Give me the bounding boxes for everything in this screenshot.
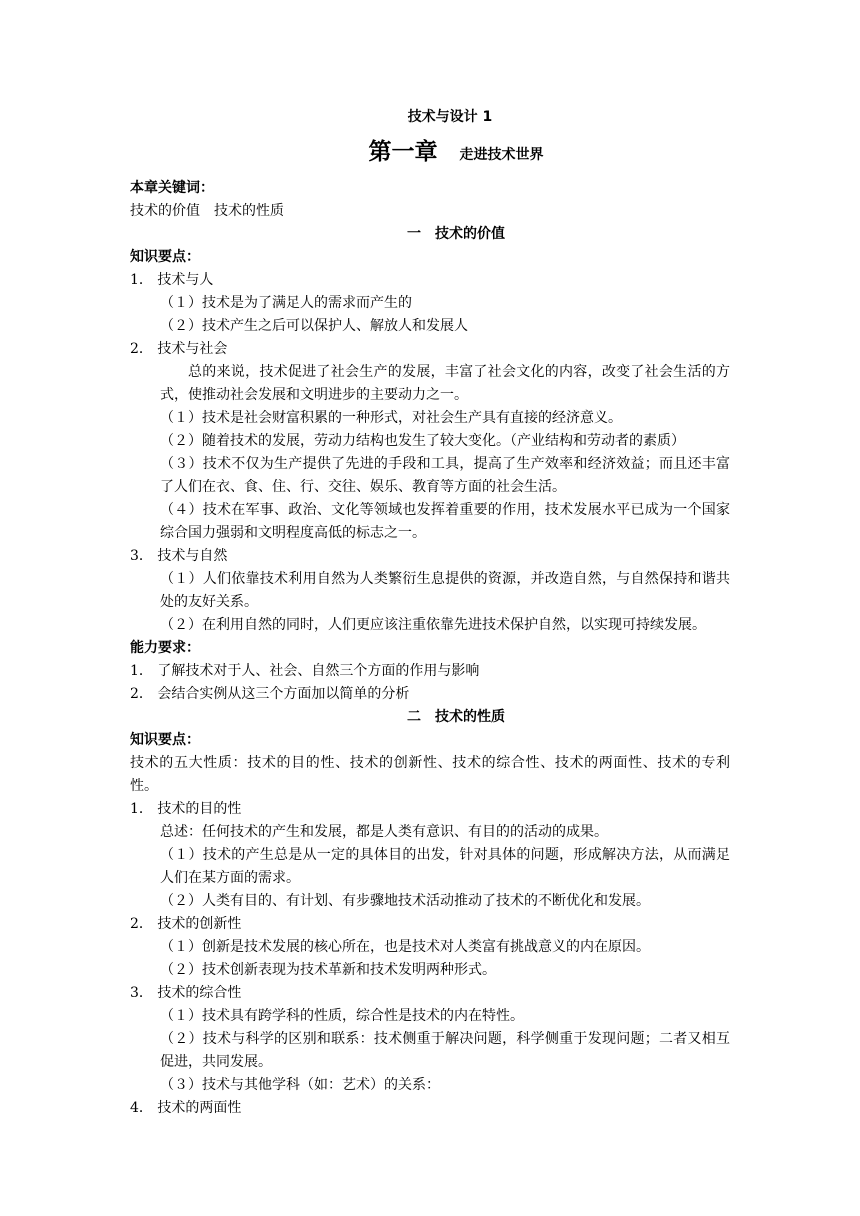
- section-title-nature: 二 技术的性质: [407, 709, 505, 725]
- list-item-numbered: 3． 技术的综合性: [130, 985, 242, 1001]
- list-item: （２）技术产生之后可以保护人、解放人和发展人: [160, 318, 468, 334]
- ability-item: 1． 了解技术对于人、社会、自然三个方面的作用与影响: [130, 663, 480, 679]
- list-item-numbered: 1． 技术与人: [130, 272, 214, 288]
- list-item-numbered: 3． 技术与自然: [130, 548, 228, 564]
- list-item-numbered: 2． 技术的创新性: [130, 916, 242, 932]
- document-content: [130, 106, 730, 1120]
- chapter-heading: [182, 136, 730, 171]
- list-item: （１）技术是社会财富积累的一种形式，对社会生产具有直接的经济意义。: [160, 410, 622, 426]
- list-item: （３）技术不仅为生产提供了先进的手段和工具，提高了生产效率和经济效益；而且还丰富了人们在衣、食、住、行、交往、娱乐、教育等方面的社会生活。: [160, 456, 730, 495]
- keywords-heading: 本章关键词：: [130, 180, 214, 196]
- intro-paragraph: 技术的五大性质：技术的目的性、技术的创新性、技术的综合性、技术的两面性、技术的专利性。: [130, 755, 730, 794]
- list-item: （１）技术的产生总是从一定的具体目的出发，针对具体的问题，形成解决方法，从而满足人们在某方面的需求。: [160, 847, 730, 886]
- list-item: （２）人类有目的、有计划、有步骤地技术活动推动了技术的不断优化和发展。: [160, 893, 650, 909]
- list-item-numbered: 4． 技术的两面性: [130, 1100, 242, 1116]
- list-item: （２）技术创新表现为技术革新和技术发明两种形式。: [160, 962, 496, 978]
- chapter-number: 第一章: [368, 139, 438, 165]
- keywords-text: 技术的价值 技术的性质: [130, 203, 284, 219]
- list-item-numbered: 1． 技术的目的性: [130, 801, 242, 817]
- ability-heading: 能力要求：: [130, 640, 200, 656]
- list-item: （１）技术具有跨学科的性质，综合性是技术的内在特性。: [160, 1008, 524, 1024]
- list-item-numbered: 2． 技术与社会: [130, 341, 228, 357]
- list-item: （３）技术与其他学科（如：艺术）的关系：: [160, 1077, 440, 1093]
- list-item: （４）技术在军事、政治、文化等领域也发挥着重要的作用，技术发展水平已成为一个国家综合国力强弱和文明程度高低的标志之一。: [160, 502, 730, 541]
- chapter-name: 走进技术世界: [459, 147, 544, 163]
- list-item: （２）技术与科学的区别和联系：技术侧重于解决问题，科学侧重于发现问题；二者又相互促进，共同发展。: [160, 1031, 730, 1070]
- ability-item: 2． 会结合实例从这三个方面加以简单的分析: [130, 686, 410, 702]
- paragraph: 总的来说，技术促进了社会生产的发展，丰富了社会文化的内容，改变了社会生活的方式，使推动社会发展和文明进步的主要动力之一。: [160, 364, 730, 403]
- list-item: （１）人们依靠技术利用自然为人类繁衍生息提供的资源，并改造自然，与自然保持和谐共处的友好关系。: [160, 571, 730, 610]
- list-item: （１）技术是为了满足人的需求而产生的: [160, 295, 412, 311]
- knowledge-heading: 知识要点：: [130, 732, 200, 748]
- book-title: 技术与设计 1: [407, 109, 493, 125]
- knowledge-heading: 知识要点：: [130, 249, 200, 265]
- list-item: 总述：任何技术的产生和发展，都是人类有意识、有目的的活动的成果。: [160, 824, 608, 840]
- section-title-value: 一 技术的价值: [407, 226, 505, 242]
- list-item: （１）创新是技术发展的核心所在，也是技术对人类富有挑战意义的内在原因。: [160, 939, 650, 955]
- list-item: （２）在利用自然的同时，人们更应该注重依靠先进技术保护自然，以实现可持续发展。: [160, 617, 706, 633]
- list-item: （２）随着技术的发展，劳动力结构也发生了较大变化。（产业结构和劳动者的素质）: [160, 433, 685, 449]
